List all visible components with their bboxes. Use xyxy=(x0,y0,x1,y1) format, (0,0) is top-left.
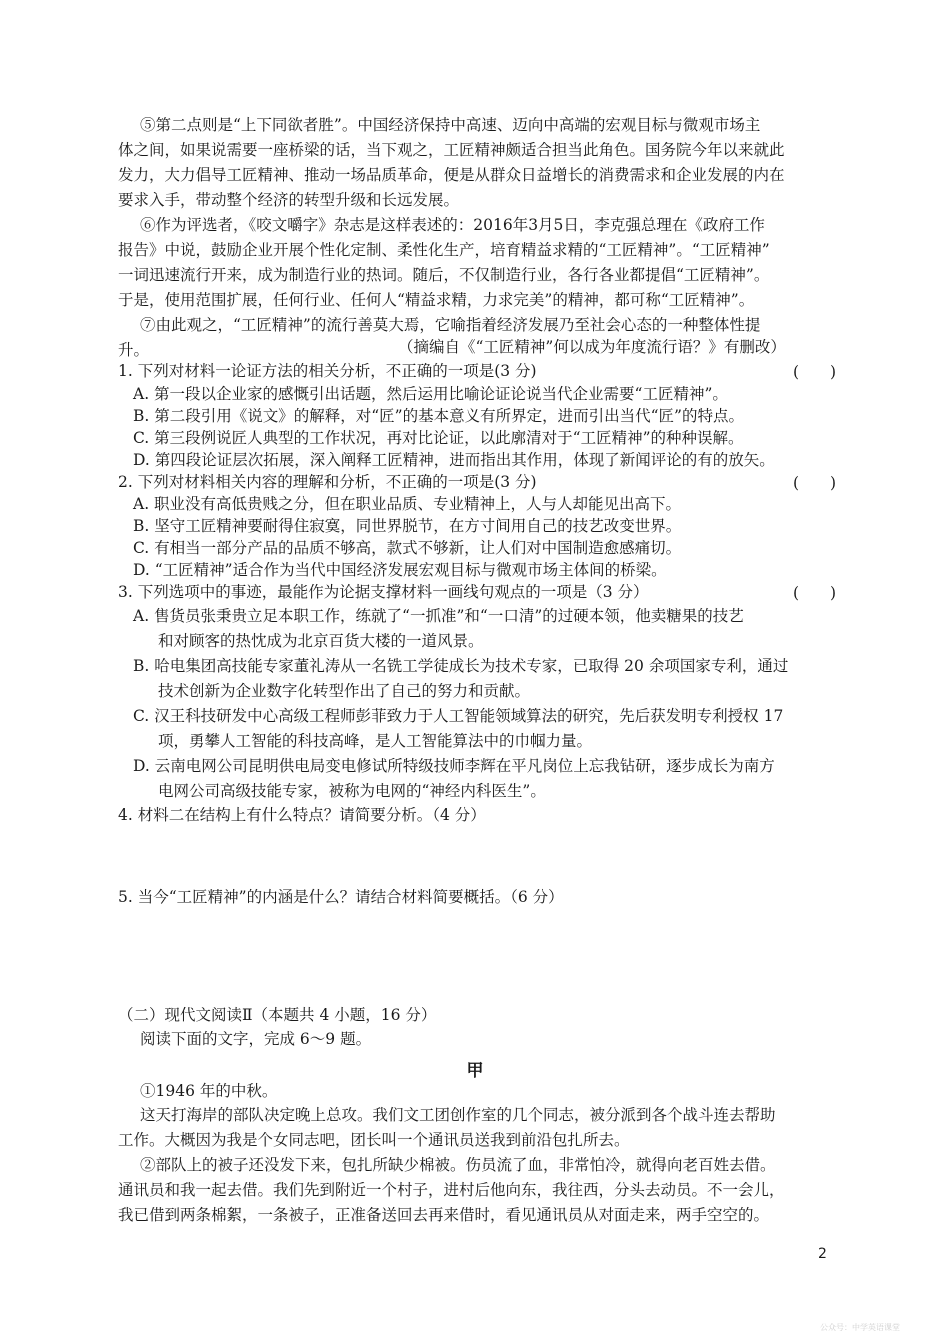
passage-p6-line-3: 一词迅速流行开来，成为制造行业的热词。随后，不仅制造行业，各行各业都提倡“工匠精神”。 xyxy=(118,266,770,284)
question-1-option-d[interactable]: D. 第四段论证层次拓展，深入阐释工匠精神，进而指出其作用，体现了新闻评论的有的放矢。 xyxy=(133,451,775,469)
question-3-option-c[interactable]: C. 汉王科技研发中心高级工程师彭菲致力于人工智能领域算法的研究，先后获发明专利授权 17 xyxy=(133,707,784,725)
question-1-option-c[interactable]: C. 第三段例说匠人典型的工作状况，再对比论证，以此廓清对于“工匠精神”的种种误解。 xyxy=(133,429,744,447)
story-p1b-line-1: 这天打海岸的部队决定晚上总攻。我们文工团创作室的几个同志，被分派到各个战斗连去帮助 xyxy=(140,1106,776,1124)
watermark-text: 公众号：中学英语课堂 xyxy=(820,1323,900,1332)
question-3-option-c-cont[interactable]: 项，勇攀人工智能的科技高峰，是人工智能算法中的巾帼力量。 xyxy=(158,732,593,750)
question-3-option-d[interactable]: D. 云南电网公司昆明供电局变电修试所特级技师李辉在平凡岗位上忘我钻研，逐步成长为南方 xyxy=(133,757,775,775)
question-3-stem: 3. 下列选项中的事迹，最能作为论据支撑材料一画线句观点的一项是（3 分） xyxy=(118,583,649,601)
passage-p6-line-2: 报告》中说，鼓励企业开展个性化定制、柔性化生产，培育精益求精的“工匠精神”。“工匠精神” xyxy=(118,241,770,259)
passage-p5-line-1: ⑤第二点则是“上下同欲者胜”。中国经济保持中高速、迈向中高端的宏观目标与微观市场主 xyxy=(140,116,761,134)
question-3-option-b-cont[interactable]: 技术创新为企业数字化转型作出了自己的努力和贡献。 xyxy=(158,682,531,700)
question-3-option-d-cont[interactable]: 电网公司高级技能专家，被称为电网的“神经内科医生”。 xyxy=(158,782,546,800)
passage-p6-line-4: 于是，使用范围扩展，任何行业、任何人“精益求精，力求完美”的精神，都可称“工匠精神”。 xyxy=(118,291,755,309)
passage-p6-line-1: ⑥作为评选者，《咬文嚼字》杂志是这样表述的：2016年3月5日，李克强总理在《政府工作 xyxy=(140,216,765,234)
story-p2-line-1: ②部队上的被子还没发下来，包扎所缺少棉被。伤员流了血，非常怕冷，就得向老百姓去借。 xyxy=(140,1156,776,1174)
question-2-option-a[interactable]: A. 职业没有高低贵贱之分，但在职业品质、专业精神上，人与人却能见出高下。 xyxy=(133,495,682,513)
question-1-answer-bracket[interactable]: ( ) xyxy=(793,363,837,381)
question-3-option-b[interactable]: B. 哈电集团高技能专家董礼涛从一名铣工学徒成长为技术专家，已取得 20 余项国家专利，通过 xyxy=(133,657,789,675)
story-title: 甲 xyxy=(466,1061,484,1081)
question-2-stem: 2. 下列对材料相关内容的理解和分析，不正确的一项是(3 分) xyxy=(118,473,537,491)
question-1-option-a[interactable]: A. 第一段以企业家的感慨引出话题，然后运用比喻论证论说当代企业需要“工匠精神”。 xyxy=(133,385,728,403)
passage-p5-line-4: 要求入手，带动整个经济的转型升级和长远发展。 xyxy=(118,191,460,209)
passage-p5-line-3: 发力，大力倡导工匠精神、推动一场品质革命，便是从群众日益增长的消费需求和企业发展的内在 xyxy=(118,166,785,184)
story-p2-line-3: 我已借到两条棉絮，一条被子，正准备送回去再来借时，看见通讯员从对面走来，两手空空的。 xyxy=(118,1206,770,1224)
page-number: 2 xyxy=(818,1246,827,1262)
question-2-option-c[interactable]: C. 有相当一部分产品的品质不够高，款式不够新，让人们对中国制造愈感痛切。 xyxy=(133,539,682,557)
question-1-option-b[interactable]: B. 第二段引用《说文》的解释，对“匠”的基本意义有所界定，进而引出当代“匠”的特点。 xyxy=(133,407,744,425)
section-2-instruction: 阅读下面的文字，完成 6～9 题。 xyxy=(140,1030,372,1048)
story-p1b-line-2: 工作。大概因为我是个女同志吧，团长叫一个通讯员送我到前沿包扎所去。 xyxy=(118,1131,630,1149)
passage-source: （摘编自《“工匠精神”何以成为年度流行语？》有删改） xyxy=(398,338,786,356)
question-3-option-a[interactable]: A. 售货员张秉贵立足本职工作，练就了“一抓准”和“一口清”的过硬本领，他卖糖果的技艺 xyxy=(133,607,744,625)
story-p1: ①1946 年的中秋。 xyxy=(140,1082,278,1100)
passage-p7-line-1: ⑦由此观之，“工匠精神”的流行善莫大焉，它喻指着经济发展乃至社会心态的一种整体性提 xyxy=(140,316,761,334)
story-p2-line-2: 通讯员和我一起去借。我们先到附近一个村子，进村后他向东，我往西，分头去动员。不一会儿， xyxy=(118,1181,785,1199)
question-5-stem: 5. 当今“工匠精神”的内涵是什么？请结合材料简要概括。（6 分） xyxy=(118,888,564,906)
passage-p5-line-2: 体之间，如果说需要一座桥梁的话，当下观之，工匠精神颇适合担当此角色。国务院今年以来就此 xyxy=(118,141,785,159)
question-1-stem: 1. 下列对材料一论证方法的相关分析，不正确的一项是(3 分) xyxy=(118,362,537,380)
section-2-heading: （二）现代文阅读Ⅱ（本题共 4 小题，16 分） xyxy=(118,1006,437,1024)
question-3-option-a-cont[interactable]: 和对顾客的热忱成为北京百货大楼的一道风景。 xyxy=(158,632,484,650)
question-2-option-b[interactable]: B. 坚守工匠精神要耐得住寂寞，同世界脱节，在方寸间用自己的技艺改变世界。 xyxy=(133,517,682,535)
question-2-option-d[interactable]: D. “工匠精神”适合作为当代中国经济发展宏观目标与微观市场主体间的桥梁。 xyxy=(133,561,667,579)
question-4-stem: 4. 材料二在结构上有什么特点？请简要分析。（4 分） xyxy=(118,806,486,824)
question-2-answer-bracket[interactable]: ( ) xyxy=(793,474,837,492)
question-3-answer-bracket[interactable]: ( ) xyxy=(793,584,837,602)
passage-p7-line-2: 升。 xyxy=(118,341,150,359)
